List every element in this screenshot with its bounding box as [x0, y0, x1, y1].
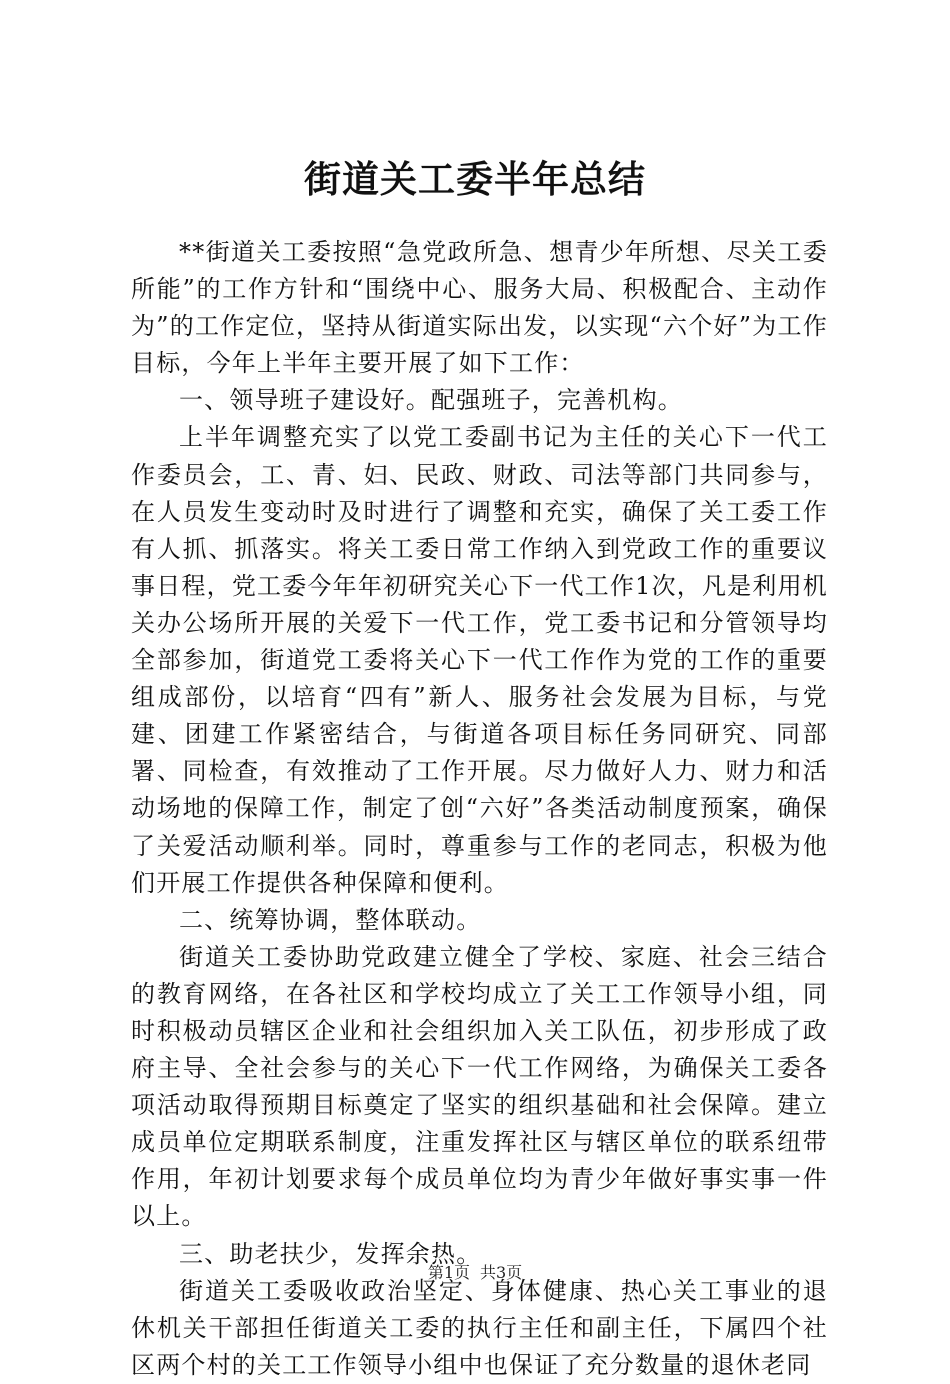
section-heading-3: 三、助老扶少，发挥余热。 [179, 1239, 482, 1268]
document-body [131, 234, 828, 1384]
page-total: 共3页 [480, 1263, 523, 1282]
section-paragraph-1: 上半年调整充实了以党工委副书记为主任的关心下一代工作委员会，工、青、妇、民政、财政、司法等部门共同参与，在人员发生变动时及时进行了调整和充实，确保了关工委工作有人抓、抓落实。将关工委日常工作纳入到党政工作的重要议事日程，党工委今年年初研究关心下一代工作1次，凡是利用机关办公场所开展的关爱下一代工作，党工委书记和分管领导均全部参加，街道党工委将关心下一代工作作为党的工作的重要组成部份，以培育“四有”新人、服务社会发展为目标，与党建、团建工作紧密结合，与街道各项目标任务同研究、同部署、同检查，有效推动了工作开展。尽力做好人力、财力和活动场地的保障工作，制定了创“六好”各类活动制度预案，确保了关爱活动顺利举。同时，尊重参与工作的老同志，积极为他们开展工作提供各种保障和便利。 [131, 423, 828, 897]
page-number: 第1页 [427, 1263, 470, 1282]
section-heading-1: 一、领导班子建设好。配强班子，完善机构。 [179, 386, 683, 415]
page-footer [0, 1263, 950, 1283]
section-heading-2: 二、统筹协调，整体联动。 [179, 905, 482, 934]
intro-paragraph: **街道关工委按照“急党政所急、想青少年所想、尽关工委所能”的工作方针和“围绕中心、服务大局、积极配合、主动作为”的工作定位，坚持从街道实际出发，以实现“六个好”为工作目标，今年上半年主要开展了如下工作： [131, 238, 828, 378]
section-paragraph-2: 街道关工委协助党政建立健全了学校、家庭、社会三结合的教育网络，在各社区和学校均成立了关工工作领导小组，同时积极动员辖区企业和社会组织加入关工队伍，初步形成了政府主导、全社会参与的关心下一代工作网络，为确保关工委各项活动取得预期目标奠定了坚实的组织基础和社会保障。建立成员单位定期联系制度，注重发挥社区与辖区单位的联系纽带作用，年初计划要求每个成员单位均为青少年做好事实事一件以上。 [131, 942, 828, 1231]
document-title: 街道关工委半年总结 [304, 158, 646, 201]
section-paragraph-3: 街道关工委吸收政治坚定、身体健康、热心关工事业的退休机关干部担任街道关工委的执行主任和副主任，下属四个社区两个村的关工工作领导小组中也保证了充分数量的退休老同 [131, 1276, 828, 1379]
